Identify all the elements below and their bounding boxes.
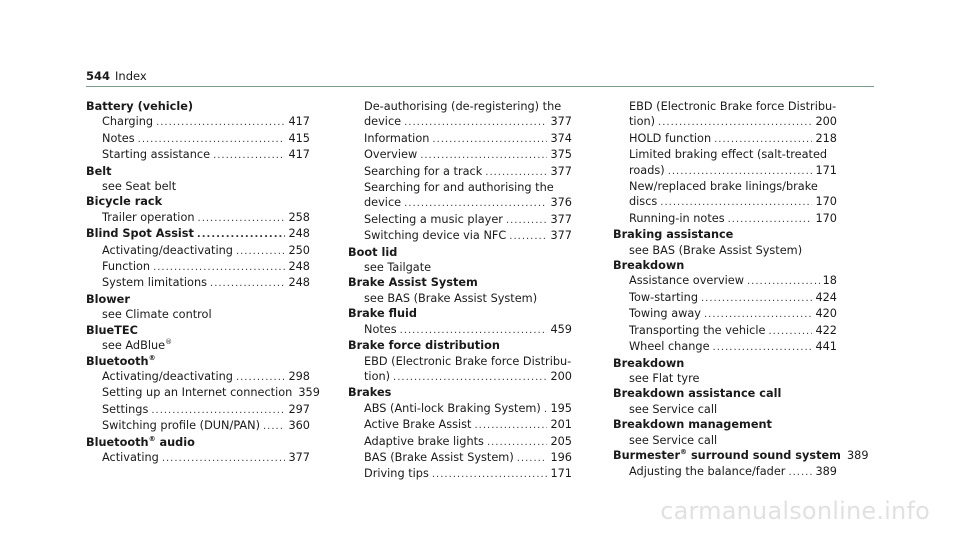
page-ref: 359 xyxy=(298,386,320,400)
page-header xyxy=(86,69,147,83)
index-entry[interactable]: Function ..... 248 xyxy=(86,259,310,275)
watermark: carmanualsonline.info xyxy=(660,497,930,525)
section-title: Index xyxy=(115,69,147,83)
index-entry[interactable]: Overview ..... 375 xyxy=(348,147,572,163)
index-heading: Breakdown assistance call xyxy=(613,387,782,401)
index-entry[interactable]: Notes ..... 415 xyxy=(86,131,310,147)
see-reference[interactable]: see Tailgate xyxy=(364,261,432,275)
index-entry[interactable]: System limitations ..... 248 xyxy=(86,275,310,291)
page-ref: 170 xyxy=(815,211,837,225)
index-entry[interactable]: tion) ..... 200 xyxy=(348,369,572,385)
see-reference[interactable]: see Flat tyre xyxy=(629,371,700,385)
see-reference[interactable]: see Service call xyxy=(629,402,718,416)
index-entry[interactable]: device ..... 377 xyxy=(348,114,572,130)
page-ref: 360 xyxy=(288,419,310,433)
index-entry[interactable]: Trailer operation ..... 258 xyxy=(86,210,310,226)
index-entry[interactable]: Settings ..... 297 xyxy=(86,402,310,418)
index-heading: Boot lid xyxy=(348,245,398,259)
index-entry[interactable]: BAS (Brake Assist System) ..... 196 xyxy=(348,450,572,466)
index-heading: Brake force distribution xyxy=(348,339,500,353)
page-ref: 171 xyxy=(550,467,572,481)
page-ref: 377 xyxy=(550,229,572,243)
see-reference[interactable]: see Climate control xyxy=(102,308,212,322)
index-column-2 xyxy=(348,99,572,483)
page-ref: 195 xyxy=(550,401,572,415)
index-entry[interactable]: Wheel change ..... 441 xyxy=(613,339,837,355)
index-heading: Belt xyxy=(86,164,112,178)
index-entry[interactable]: ABS (Anti-lock Braking System) ..... 195 xyxy=(348,401,572,417)
index-entry[interactable]: Setting up an Internet connection 359 xyxy=(102,386,320,400)
index-entry[interactable]: discs ..... 170 xyxy=(613,194,837,210)
index-heading: BlueTEC xyxy=(86,323,138,337)
page-ref: 248 xyxy=(288,260,310,274)
index-entry[interactable]: Adjusting the balance/fader ..... 389 xyxy=(613,464,837,480)
page-ref: 201 xyxy=(550,418,572,432)
index-heading: Brake fluid xyxy=(348,307,417,321)
index-heading: Bluetooth® xyxy=(86,353,156,368)
page-ref: 258 xyxy=(288,210,310,224)
index-entry[interactable]: Switching profile (DUN/PAN) ..... 360 xyxy=(86,418,310,434)
page-ref: 298 xyxy=(288,369,310,383)
page-ref: 205 xyxy=(550,434,572,448)
page-ref: 171 xyxy=(815,163,837,177)
index-entry[interactable]: Notes ..... 459 xyxy=(348,322,572,338)
index-entry[interactable]: Assistance overview ..... 18 xyxy=(613,273,837,289)
see-reference[interactable]: see BAS (Brake Assist System) xyxy=(629,243,803,257)
index-heading-with-page[interactable]: Burmester® surround sound system 389 xyxy=(613,448,869,462)
index-entry[interactable]: Searching for a track ..... 377 xyxy=(348,164,572,180)
index-heading: Brake Assist System xyxy=(348,276,478,290)
page-ref: 218 xyxy=(815,131,837,145)
index-entry-line[interactable]: De-authorising (de-registering) the xyxy=(364,100,562,113)
index-entry-line[interactable]: EBD (Electronic Brake force Distribu- xyxy=(629,100,837,113)
see-reference[interactable]: see Seat belt xyxy=(102,180,177,194)
index-entry[interactable]: Transporting the vehicle ..... 422 xyxy=(613,323,837,339)
page-ref: 196 xyxy=(550,450,572,464)
page-ref: 375 xyxy=(550,148,572,162)
see-reference[interactable]: see Service call xyxy=(629,433,718,447)
page-ref: 420 xyxy=(815,307,837,321)
page-ref: 459 xyxy=(550,322,572,336)
index-heading: Breakdown xyxy=(613,259,685,273)
index-heading: Braking assistance xyxy=(613,228,734,242)
index-entry-line[interactable]: Limited braking effect (salt-treated xyxy=(629,148,828,162)
index-entry[interactable]: Tow-starting ..... 424 xyxy=(613,290,837,306)
page-ref: 248 xyxy=(288,276,310,290)
index-heading: Blower xyxy=(86,292,130,306)
page-ref: 389 xyxy=(846,448,869,462)
index-entry[interactable]: Selecting a music player ..... 377 xyxy=(348,212,572,228)
page-ref: 377 xyxy=(550,212,572,226)
page-ref: 200 xyxy=(815,115,837,129)
index-entry[interactable]: Activating/deactivating ..... 298 xyxy=(86,369,310,385)
page-ref: 422 xyxy=(815,323,837,337)
index-entry[interactable]: Starting assistance ..... 417 xyxy=(86,147,310,163)
page-ref: 415 xyxy=(288,131,310,145)
page-ref: 417 xyxy=(288,115,310,129)
index-entry-line[interactable]: EBD (Electronic Brake force Distribu- xyxy=(364,354,572,368)
index-entry[interactable]: Towing away ..... 420 xyxy=(613,306,837,322)
page-ref: 424 xyxy=(815,290,837,304)
page-ref: 441 xyxy=(815,340,837,354)
page-ref: 377 xyxy=(550,115,572,129)
see-reference[interactable]: see AdBlue® xyxy=(102,338,173,353)
index-heading: Breakdown xyxy=(613,356,685,370)
page-ref: 389 xyxy=(815,465,837,479)
page-ref: 297 xyxy=(288,402,310,416)
index-entry[interactable]: Charging ..... 417 xyxy=(86,114,310,130)
page-ref: 374 xyxy=(550,131,572,145)
index-heading: Brakes xyxy=(348,386,392,400)
index-heading: Bluetooth® audio xyxy=(86,434,195,449)
index-entry[interactable]: device ..... 376 xyxy=(348,195,572,211)
page-ref: 417 xyxy=(288,148,310,162)
index-entry[interactable]: tion) ..... 200 xyxy=(613,114,837,130)
index-entry-line[interactable]: New/replaced brake linings/brake xyxy=(629,180,818,194)
index-entry[interactable]: Information ..... 374 xyxy=(348,131,572,147)
index-heading: Bicycle rack xyxy=(86,195,163,209)
index-entry[interactable]: roads) ..... 171 xyxy=(613,163,837,179)
index-column-1 xyxy=(86,99,320,466)
page-ref: 377 xyxy=(550,164,572,178)
index-entry[interactable]: Activating/deactivating ..... 250 xyxy=(86,243,310,259)
index-entry[interactable]: Adaptive brake lights ..... 205 xyxy=(348,434,572,450)
index-entry[interactable]: Activating ..... 377 xyxy=(86,450,310,466)
index-column-3 xyxy=(613,99,869,481)
index-entry[interactable]: HOLD function ..... 218 xyxy=(613,131,837,147)
index-entry[interactable]: Driving tips ..... 171 xyxy=(348,466,572,482)
see-reference[interactable]: see BAS (Brake Assist System) xyxy=(364,291,538,305)
page-ref: 248 xyxy=(288,227,310,241)
page-ref: 18 xyxy=(822,274,837,288)
page-number: 544 xyxy=(86,69,111,83)
page-ref: 200 xyxy=(550,369,572,383)
page-ref: 376 xyxy=(550,196,572,210)
index-entry[interactable]: Active Brake Assist ..... 201 xyxy=(348,417,572,433)
index-heading-with-page[interactable]: Blind Spot Assist ..... 248 xyxy=(86,226,310,242)
page-ref: 250 xyxy=(288,243,310,257)
index-entry[interactable]: Running-in notes ..... 170 xyxy=(613,211,837,227)
index-heading: Breakdown management xyxy=(613,418,772,432)
index-entry[interactable]: Switching device via NFC ..... 377 xyxy=(348,228,572,244)
header-rule xyxy=(86,86,874,87)
page-ref: 170 xyxy=(815,195,837,209)
index-heading: Battery (vehicle) xyxy=(86,100,194,113)
index-entry-line[interactable]: Searching for and authorising the xyxy=(364,181,554,195)
page-ref: 377 xyxy=(288,450,310,464)
